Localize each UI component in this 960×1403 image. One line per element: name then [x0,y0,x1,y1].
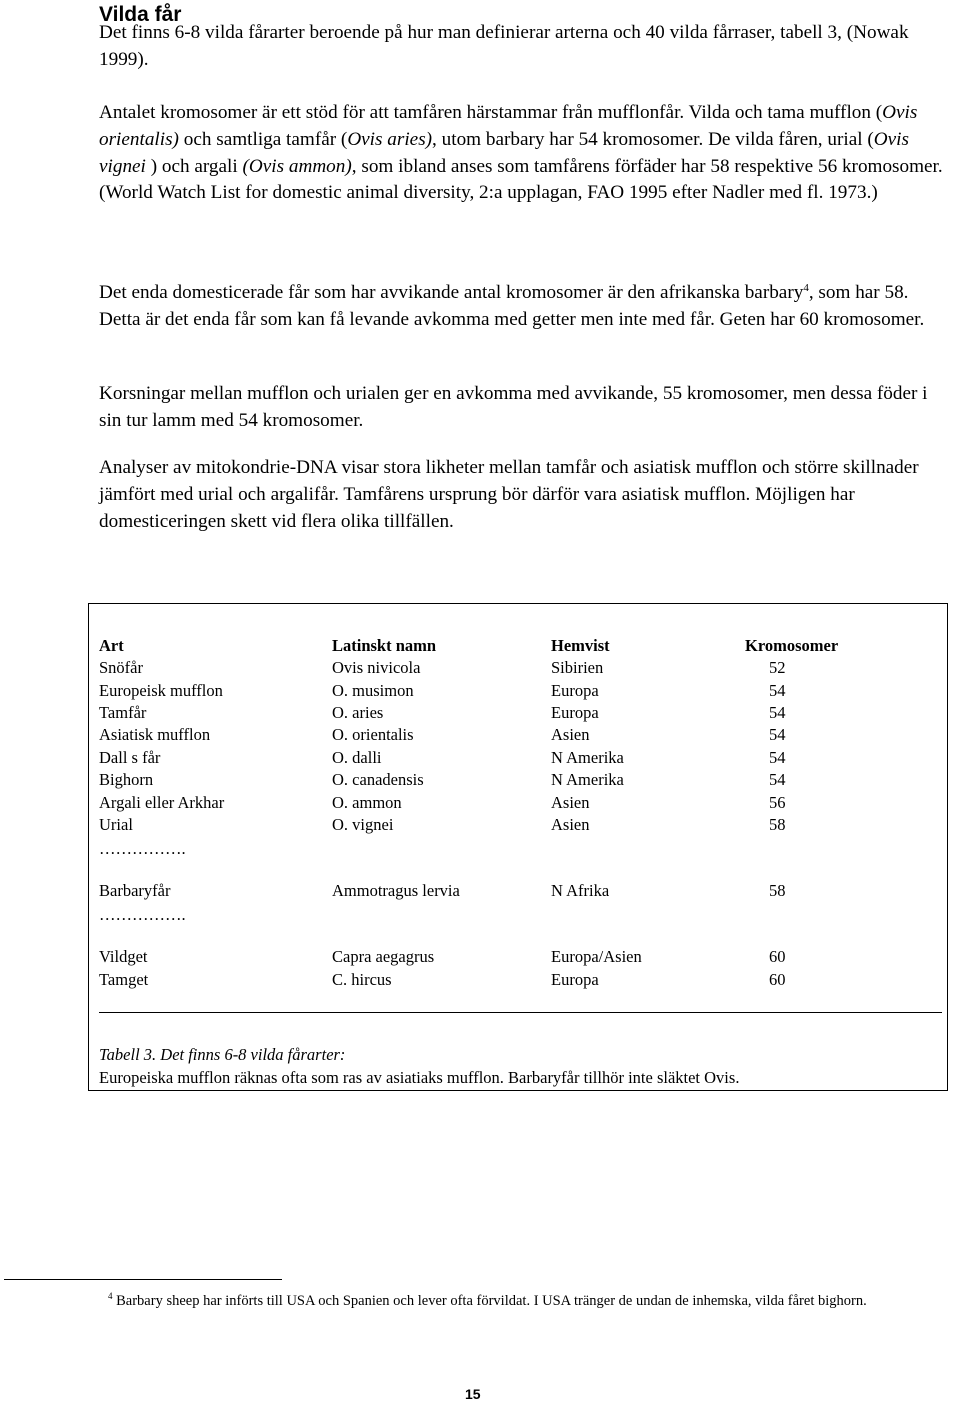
cell-latin: O. orientalis [332,725,414,744]
cell-chromosomes: 54 [769,703,786,722]
cell-chromosomes: 56 [769,793,786,812]
cell-habitat: Asien [551,793,590,812]
footnote [108,1291,918,1312]
cell-art: Snöfår [99,658,143,677]
cell-latin: O. vignei [332,815,394,834]
header-habitat: Hemvist [551,636,610,655]
footnote-reference: 4 [803,282,809,294]
cell-chromosomes: 54 [769,770,786,789]
dotted-separator: ……………. [99,905,186,924]
cell-chromosomes: 54 [769,681,786,700]
cell-habitat: N Amerika [551,770,624,789]
dotted-separator: ……………. [99,839,186,858]
cell-art: Tamget [99,970,149,989]
cell-habitat: Europa [551,703,599,722]
header-latin-name: Latinskt namn [332,636,437,655]
cell-chromosomes: 58 [769,881,786,900]
cell-art: Barbaryfår [99,881,171,900]
cell-latin: Ammotragus lervia [332,881,460,900]
cell-habitat: Sibirien [551,658,604,677]
species-table [88,603,948,1091]
footnote-divider [4,1279,282,1280]
section-heading: Vilda får [99,3,182,26]
paragraph-chromosomes: Antalet kromosomer är ett stöd för att tamfåren härstammar från mufflonfår. Vilda och tama mufflon (Ovis orientalis) och samtliga tamfår (Ovis aries), utom barbary har 54 kromosomer. De vilda fåren, urial (Ovis vignei ) och argali (Ovis ammon), som ibland anses som tamfårens förfäder har 58 respektive 56 kromosomer. (World Watch List for domestic animal diversity, 2:a upplagan, FAO 1995 efter Nadler med fl. 1973.) [99,102,943,204]
cell-habitat: Europa [551,970,599,989]
cell-habitat: Europa [551,681,599,700]
cell-habitat: Asien [551,725,590,744]
cell-chromosomes: 60 [769,947,786,966]
cell-chromosomes: 52 [769,658,786,677]
cell-chromosomes: 58 [769,815,786,834]
paragraph-mtdna: Analyser av mitokondrie-DNA visar stora likheter mellan tamfår och asiatisk mufflon och större skillnader jämfört med urial och argalifår. Tamfårens ursprung bör därför vara asiatisk mufflon. Möjligen har domesticeringen skett vid flera olika tillfällen. [99,457,919,532]
cell-latin: O. aries [332,703,384,722]
header-chromosomes: Kromosomer [745,636,839,655]
cell-art: Bighorn [99,770,154,789]
cell-art: Asiatisk mufflon [99,725,211,744]
paragraph-intro: Det finns 6-8 vilda fårarter beroende på hur man definierar arterna och 40 vilda fårraser, tabell 3, (Nowak 1999). [99,22,909,70]
cell-latin: Ovis nivicola [332,658,421,677]
table-rule [99,1012,942,1013]
cell-art: Urial [99,815,133,834]
cell-latin: O. ammon [332,793,402,812]
paragraph-barbary: Det enda domesticerade får som har avvikande antal kromosomer är den afrikanska barbary$^4$, som har 58. Detta är det enda får som kan få levande avkomma med getter men inte med får. Geten har 60 kromosomer. [99,282,925,330]
footnote-text: Barbary sheep har införts till USA och Spanien och lever ofta förvildat. I USA tränger de undan de inhemska, vilda fåret bighorn. [112,1293,867,1309]
cell-art: Dall s får [99,748,161,767]
cell-latin: O. canadensis [332,770,424,789]
cell-latin: Capra aegagrus [332,947,435,966]
cell-latin: O. dalli [332,748,382,767]
table-caption-title: Tabell 3. Det finns 6-8 vilda fårarter: [99,1045,346,1064]
page-number: 15 [465,1386,481,1402]
cell-latin: O. musimon [332,681,414,700]
cell-chromosomes: 54 [769,725,786,744]
cell-habitat: Asien [551,815,590,834]
cell-chromosomes: 60 [769,970,786,989]
cell-habitat: N Amerika [551,748,624,767]
cell-latin: C. hircus [332,970,392,989]
cell-chromosomes: 54 [769,748,786,767]
paragraph-crossbreeding: Korsningar mellan mufflon och urialen ger en avkomma med avvikande, 55 kromosomer, men dessa föder i sin tur lamm med 54 kromosomer. [99,383,928,431]
cell-habitat: Europa/Asien [551,947,642,966]
cell-art: Europeisk mufflon [99,681,223,700]
table-caption-note: Europeiska mufflon räknas ofta som ras av asiatiaks mufflon. Barbaryfår tillhör inte släktet Ovis. [99,1068,740,1087]
cell-art: Argali eller Arkhar [99,793,225,812]
header-art: Art [99,636,124,655]
cell-art: Tamfår [99,703,147,722]
cell-art: Vildget [99,947,148,966]
footnote-marker: 4 [108,1291,113,1301]
cell-habitat: N Afrika [551,881,610,900]
